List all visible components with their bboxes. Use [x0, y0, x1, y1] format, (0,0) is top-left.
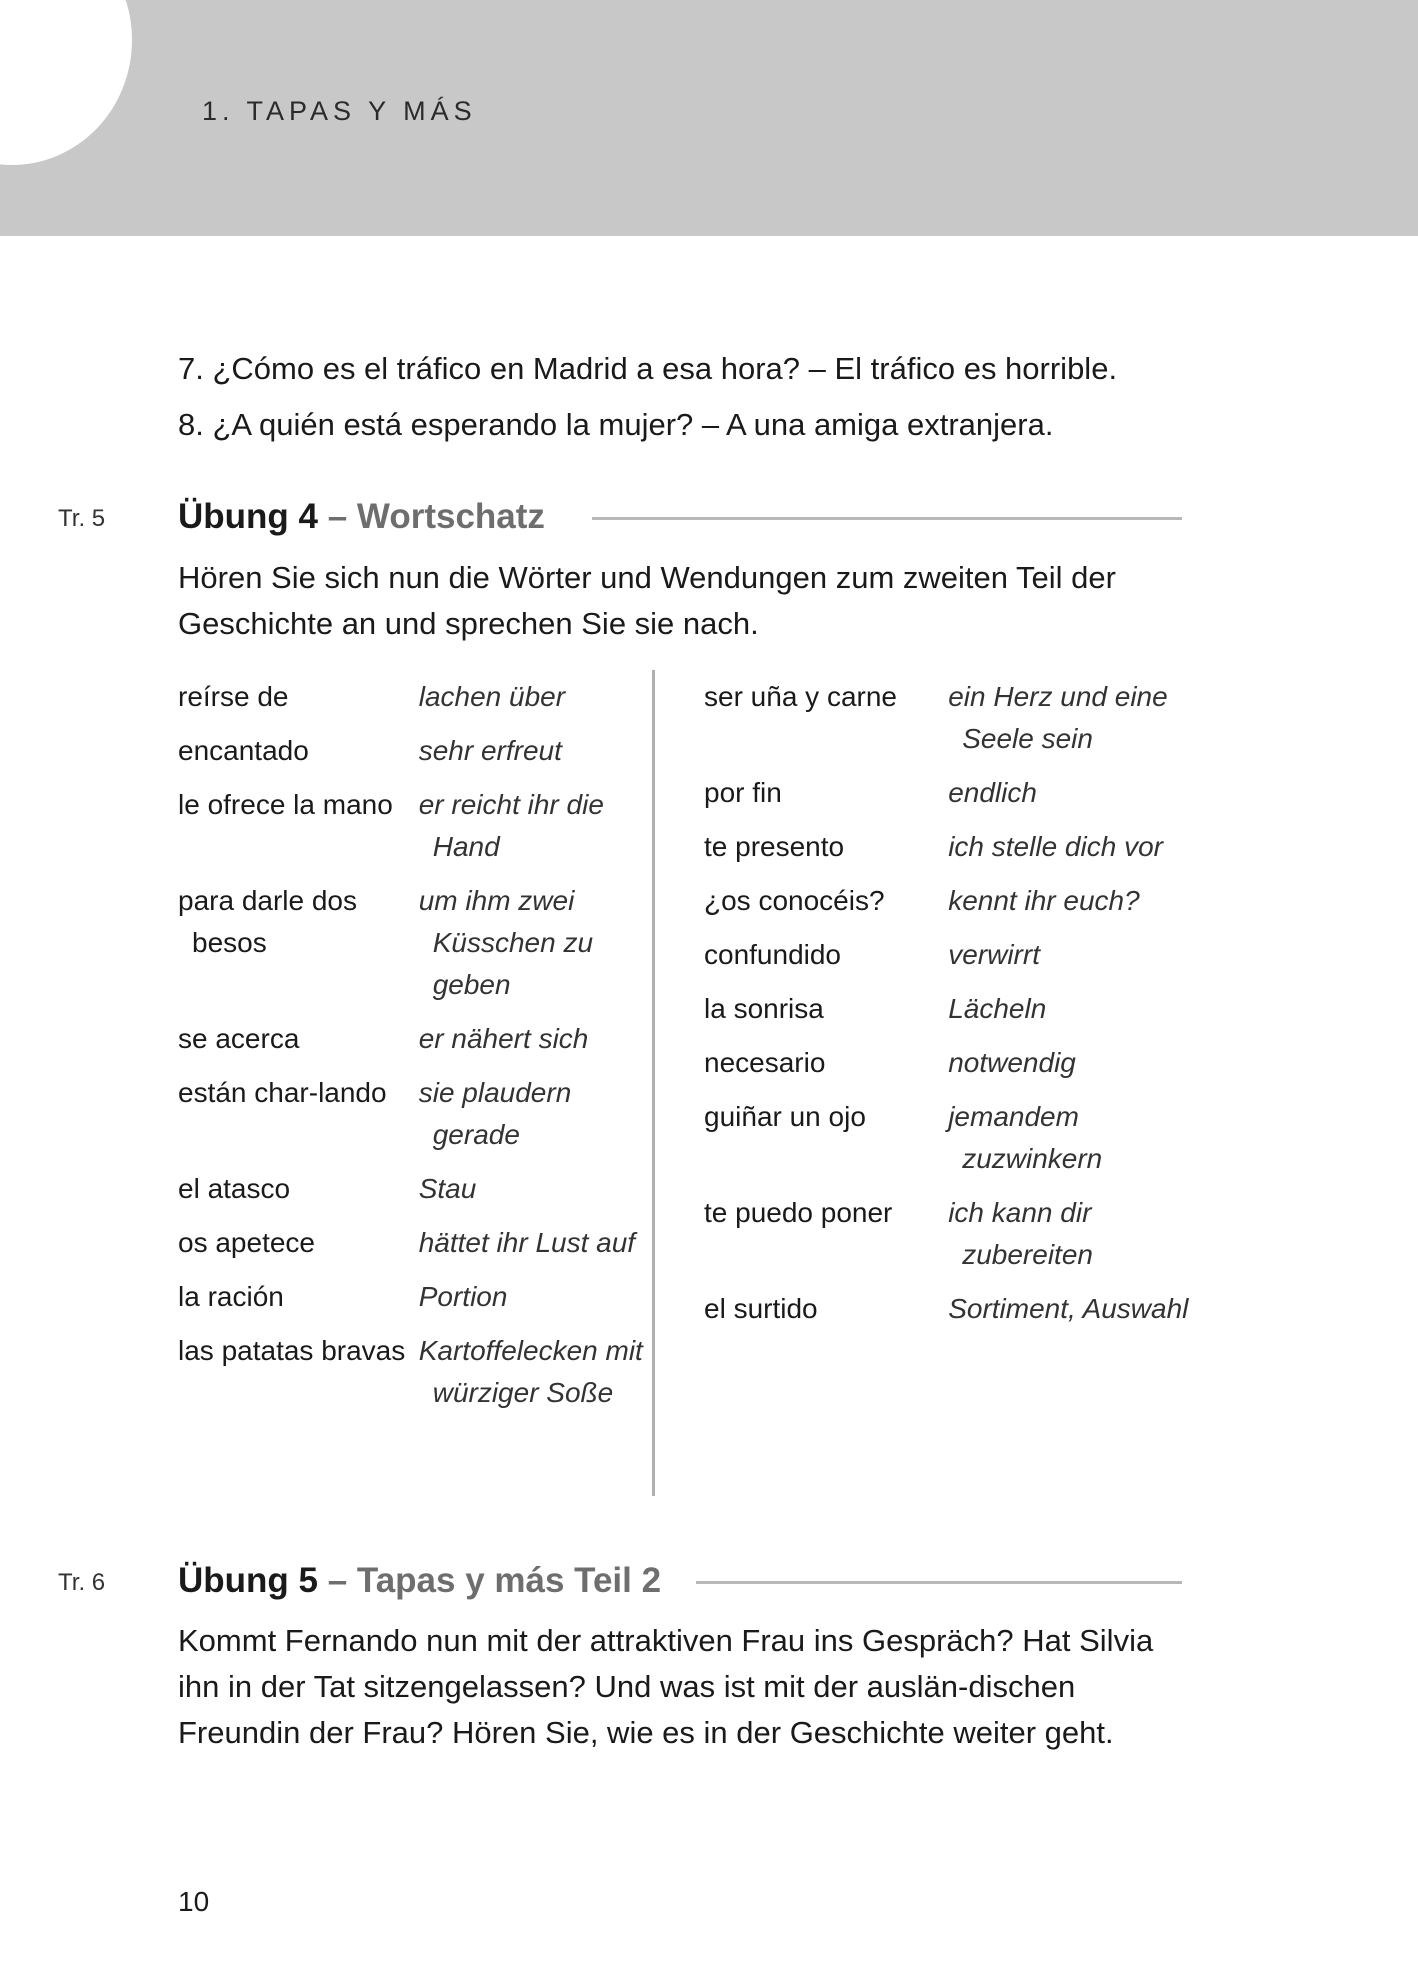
vocab-spanish: ser uña y carne [704, 681, 897, 712]
vocab-spanish: os apetece [178, 1227, 315, 1258]
heading-rule [592, 517, 1182, 520]
vocab-german: er nähert sich [418, 1023, 589, 1054]
vocab-spanish: ¿os conocéis? [704, 885, 885, 916]
vocab-spanish: la ración [178, 1281, 284, 1312]
vocab-list-right [704, 676, 1204, 1342]
page-number: 10 [178, 1886, 210, 1917]
vocab-german: sehr erfreut [418, 735, 562, 766]
vocab-row [704, 1096, 1204, 1180]
vocab-row [704, 934, 1204, 976]
vocab-spanish: necesario [704, 1047, 826, 1078]
vocab-row [704, 772, 1204, 814]
vocab-german: er reicht ihr die Hand [418, 789, 604, 862]
vocab-german: verwirrt [948, 939, 1040, 970]
answer-7: 7. ¿Cómo es el tráfico en Madrid a esa hora? – El tráfico es horrible. [178, 351, 1118, 386]
vocab-row [704, 1042, 1204, 1084]
vocab-spanish: el atasco [178, 1173, 291, 1204]
chapter-header-band [0, 0, 1418, 236]
vocab-row [178, 1072, 648, 1156]
vocab-german: Lächeln [948, 993, 1047, 1024]
vocab-row [704, 988, 1204, 1030]
exercise-4-title: Übung 4 [178, 497, 318, 536]
vocab-german: endlich [948, 777, 1037, 808]
vocab-spanish: la sonrisa [704, 993, 824, 1024]
vocab-spanish: encantado [178, 735, 309, 766]
vocab-row [178, 1168, 648, 1210]
vocab-german: Sortiment, Auswahl [948, 1293, 1189, 1324]
vocab-german: lachen über [418, 681, 566, 712]
vocab-row [704, 826, 1204, 868]
vocab-german: ein Herz und eine Seele sein [948, 681, 1168, 754]
vocab-german: um ihm zwei Küsschen zu geben [418, 885, 594, 1000]
exercise-5-heading [178, 1561, 661, 1601]
vocab-spanish: confundido [704, 939, 842, 970]
vocab-spanish: para darle dos besos [178, 885, 358, 958]
track-label-5: Tr. 5 [58, 505, 106, 532]
column-divider [652, 670, 655, 1496]
vocab-row [178, 784, 648, 868]
vocab-row [178, 1276, 648, 1318]
vocab-row [178, 730, 648, 772]
vocab-german: sie plaudern gerade [418, 1077, 572, 1150]
vocab-german: notwendig [948, 1047, 1076, 1078]
vocab-german: jemandem zuzwinkern [948, 1101, 1103, 1174]
vocab-spanish: te puedo poner [704, 1197, 893, 1228]
vocab-row [178, 880, 648, 1006]
vocab-row [178, 1330, 648, 1414]
exercise-5-intro: Kommt Fernando nun mit der attraktiven Frau ins Gespräch? Hat Silvia ihn in der Tat sitzengelassen? Und was ist mit der auslän-dischen Freundin der Frau? Hören Sie, wie es in der Geschichte weiter geht. [178, 1623, 1154, 1750]
vocab-german: Stau [418, 1173, 477, 1204]
heading-rule [696, 1581, 1182, 1584]
vocab-list-left [178, 676, 648, 1426]
track-label-6: Tr. 6 [58, 1569, 106, 1596]
exercise-5-subtitle: Tapas y más Teil 2 [356, 1561, 662, 1600]
exercise-4-heading [178, 497, 545, 537]
vocab-german: ich stelle dich vor [948, 831, 1163, 862]
vocab-row [178, 1018, 648, 1060]
exercise-5-title: Übung 5 [178, 1561, 318, 1600]
vocab-spanish: por fin [704, 777, 782, 808]
vocab-spanish: las patatas bravas [178, 1335, 406, 1366]
vocab-row [704, 880, 1204, 922]
vocab-german: Portion [418, 1281, 508, 1312]
vocab-spanish: te presento [704, 831, 845, 862]
vocab-spanish: guiñar un ojo [704, 1101, 866, 1132]
vocab-row [178, 1222, 648, 1264]
vocab-spanish: le ofrece la mano [178, 789, 393, 820]
heading-dash: – [327, 497, 348, 536]
vocab-german: kennt ihr euch? [948, 885, 1140, 916]
vocab-row [704, 1192, 1204, 1276]
vocab-german: Kartoffelecken mit würziger Soße [418, 1335, 643, 1408]
answer-8: 8. ¿A quién está esperando la mujer? – A una amiga extranjera. [178, 407, 1054, 442]
exercise-4-intro: Hören Sie sich nun die Wörter und Wendungen zum zweiten Teil der Geschichte an und sprechen Sie sie nach. [178, 560, 1116, 641]
exercise-4-subtitle: Wortschatz [356, 497, 545, 536]
chapter-title: 1. TAPAS Y MÁS [202, 96, 477, 126]
vocab-row [704, 1288, 1204, 1330]
vocab-spanish: reírse de [178, 681, 289, 712]
vocab-german: hättet ihr Lust auf [418, 1227, 636, 1258]
vocab-german: ich kann dir zubereiten [948, 1197, 1093, 1270]
header-circle-decoration [0, 0, 132, 165]
heading-dash: – [327, 1561, 348, 1600]
vocab-row [704, 676, 1204, 760]
vocab-spanish: están char-lando [178, 1077, 387, 1108]
vocab-spanish: se acerca [178, 1023, 300, 1054]
vocab-spanish: el surtido [704, 1293, 818, 1324]
vocab-row [178, 676, 648, 718]
